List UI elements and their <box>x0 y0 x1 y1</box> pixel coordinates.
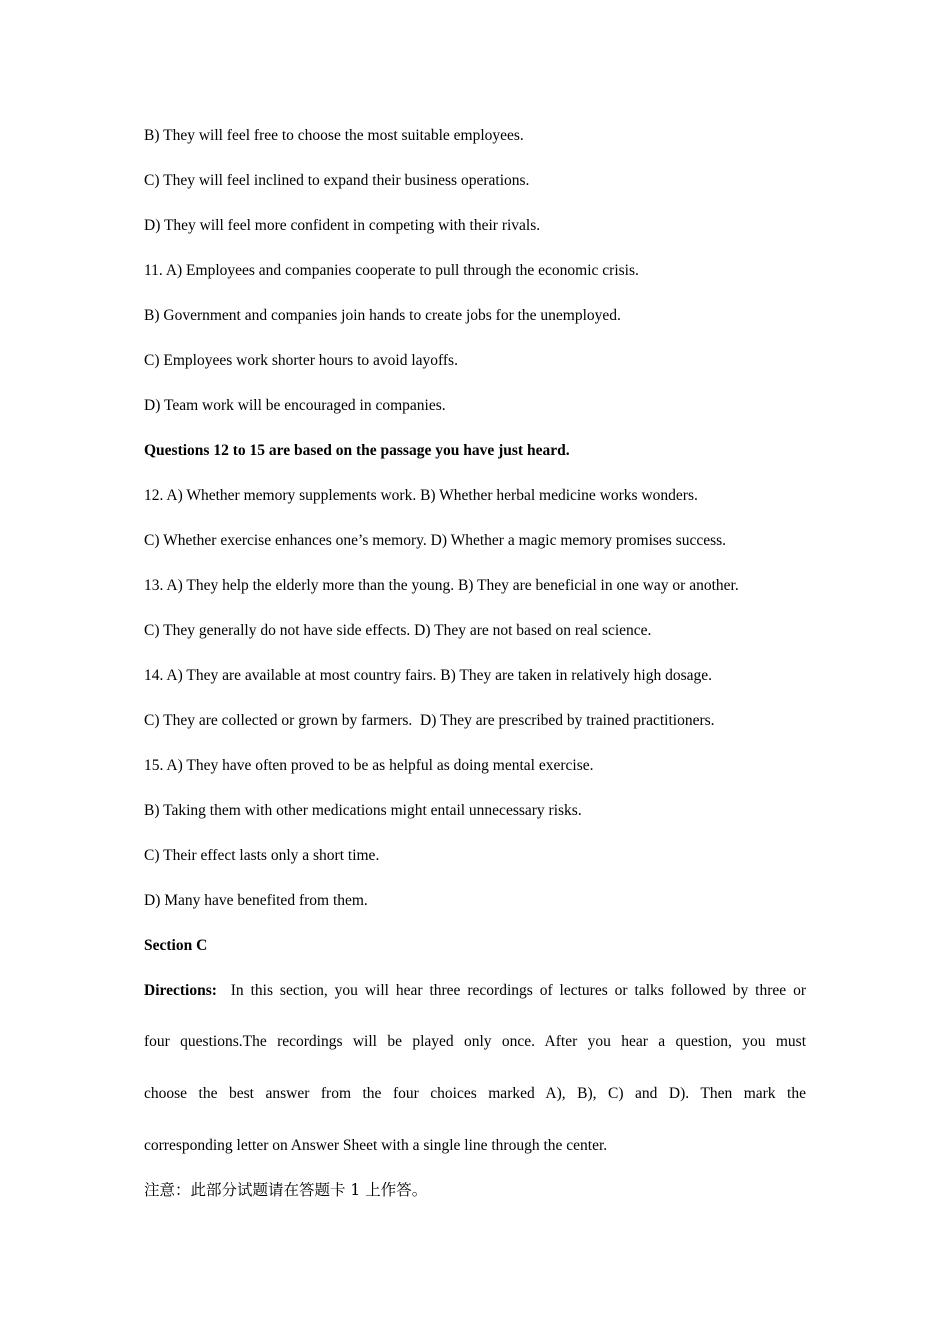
option-11c: C) Employees work shorter hours to avoid layoffs. <box>144 352 458 369</box>
directions-line-1 <box>144 981 806 1001</box>
directions-label: Directions: <box>144 982 217 999</box>
section-heading: Section C <box>144 937 208 954</box>
question-13-options-cd: C) They generally do not have side effects. D) They are not based on real science. <box>144 622 652 639</box>
directions-line-3: choose the best answer from the four choices marked A), B), C) and D). Then mark the <box>144 1085 806 1102</box>
option-10b: B) They will feel free to choose the most suitable employees. <box>144 127 524 144</box>
option-11b: B) Government and companies join hands to create jobs for the unemployed. <box>144 307 621 324</box>
option-15c: C) Their effect lasts only a short time. <box>144 847 380 864</box>
directions-line-4: corresponding letter on Answer Sheet with a single line through the center. <box>144 1137 608 1154</box>
question-11-option-a: 11. A) Employees and companies cooperate to pull through the economic crisis. <box>144 262 639 279</box>
directions-text-1: In this section, you will hear three recordings of lectures or talks followed by three or <box>230 982 807 999</box>
question-14-options-ab: 14. A) They are available at most country fairs. B) They are taken in relatively high dosage. <box>144 667 713 684</box>
question-15-option-a: 15. A) They have often proved to be as helpful as doing mental exercise. <box>144 757 594 774</box>
question-13-options-ab: 13. A) They help the elderly more than the young. B) They are beneficial in one way or another. <box>144 577 739 594</box>
option-10d: D) They will feel more confident in competing with their rivals. <box>144 217 541 234</box>
directions-paragraph <box>144 981 806 1161</box>
option-11d: D) Team work will be encouraged in companies. <box>144 397 446 414</box>
option-15d: D) Many have benefited from them. <box>144 892 368 909</box>
passage-heading: Questions 12 to 15 are based on the passage you have just heard. <box>144 442 570 459</box>
question-12-options-ab: 12. A) Whether memory supplements work. B) Whether herbal medicine works wonders. <box>144 487 698 504</box>
answer-sheet-note: 注意：此部分试题请在答题卡 1 上作答。 <box>144 1181 428 1199</box>
question-12-options-cd: C) Whether exercise enhances one’s memory. D) Whether a magic memory promises success. <box>144 532 727 549</box>
question-14-options-cd: C) They are collected or grown by farmers. D) They are prescribed by trained practitioners. <box>144 712 715 729</box>
option-10c: C) They will feel inclined to expand their business operations. <box>144 172 530 189</box>
option-15b: B) Taking them with other medications might entail unnecessary risks. <box>144 802 582 819</box>
directions-line-2: four questions.The recordings will be played only once. After you hear a question, you must <box>144 1033 806 1050</box>
